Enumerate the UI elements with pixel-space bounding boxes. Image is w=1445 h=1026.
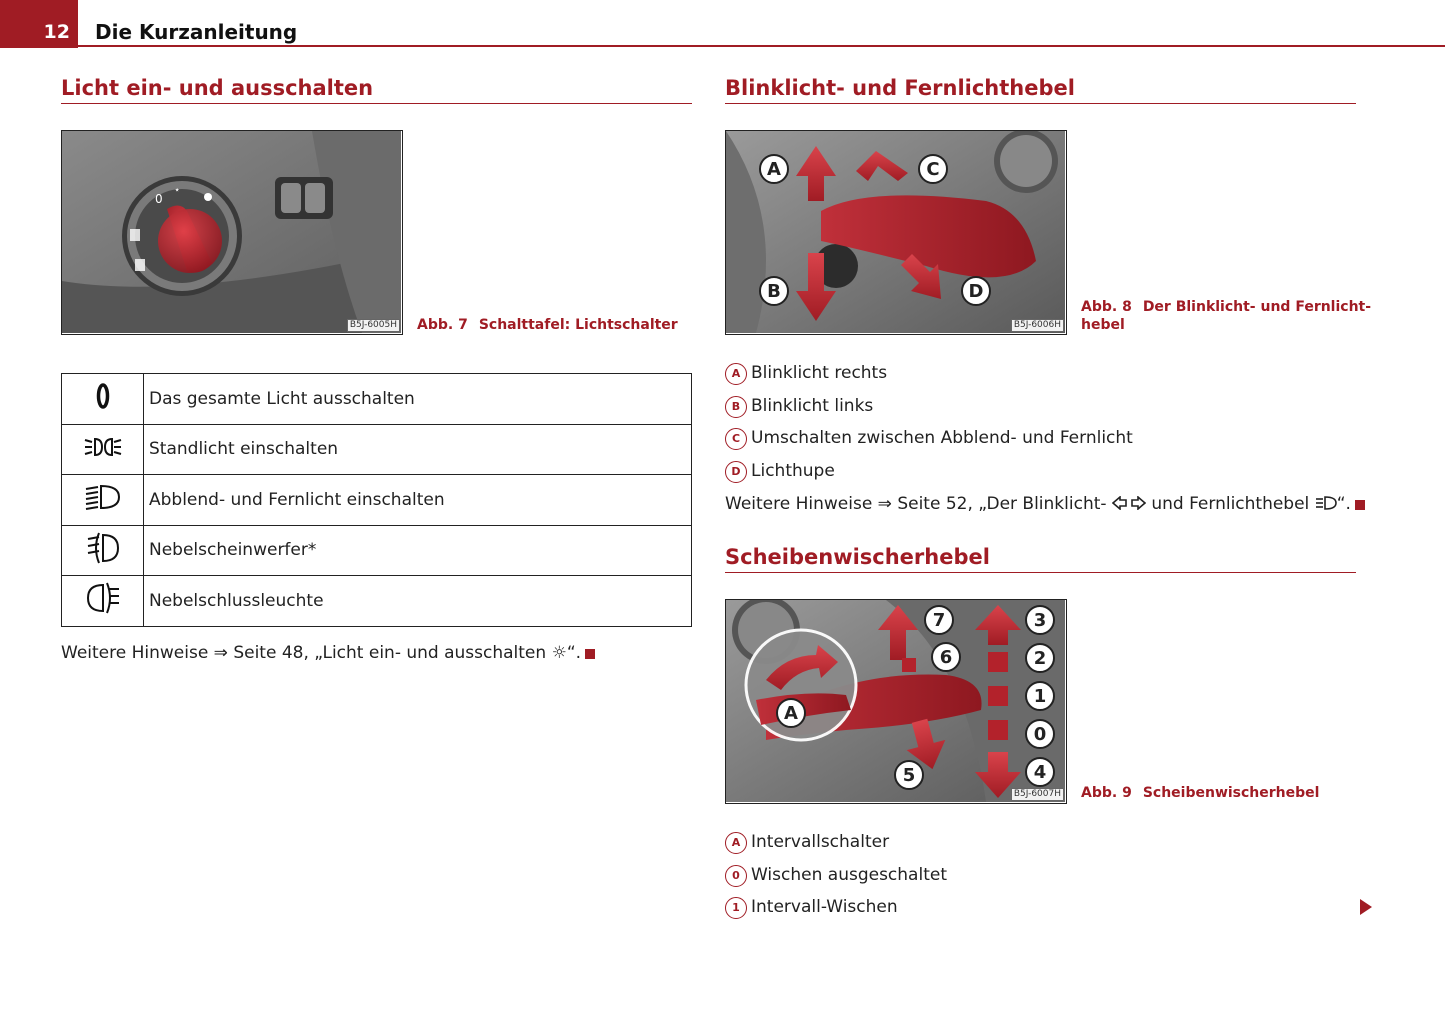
svg-text:⋆: ⋆ [174,185,181,196]
callout-label-a: A [784,703,798,724]
light-symbol-icon: ☼ [551,643,567,663]
callout-label-5: 5 [902,765,916,786]
legend-badge: 1 [725,897,747,919]
figure-code: B5J-6007H [1011,788,1064,801]
section-title-wiper-lever: Scheibenwischerhebel [725,545,990,569]
callout-label-6: 6 [939,647,953,668]
callout-label-3: 3 [1033,610,1047,631]
table-cell-text: Abblend- und Fernlicht einschalten [144,475,692,526]
legend-text: Wischen ausgeschaltet [751,865,947,885]
table-row [62,525,692,576]
table-cell-text: Standlicht einschalten [144,424,692,475]
legend-badge: A [725,832,747,854]
note-text-end: “. [566,643,582,663]
legend-badge: B [725,396,747,418]
figure-caption-text: Der Blinklicht- und Fernlicht- [1142,299,1372,315]
knob-label-zero: 0 [155,192,163,206]
callout-label-2: 2 [1033,648,1047,669]
light-switch-illustration [62,131,401,333]
light-switch-table [61,373,692,627]
callout-label-1: 1 [1033,686,1047,707]
legend-badge: A [725,363,747,385]
figure-wiper-lever [725,599,1067,804]
table-row [62,424,692,475]
rear-fog-light-icon [62,576,144,627]
figure-caption [1081,298,1371,334]
figure-indicator-lever [725,130,1067,335]
figure-caption-text-continued: hebel [1081,317,1125,333]
section-title-light-switch: Licht ein- und ausschalten [61,76,374,100]
header-divider [0,45,1445,47]
high-beam-icon [1315,494,1337,514]
figure-code: B5J-6005H [347,319,400,332]
callout-label-d: D [968,281,984,302]
note-indicator-lever [725,494,1365,514]
callout-label-7: 7 [932,610,946,631]
table-cell-text: Nebelschlussleuchte [144,576,692,627]
legend-item [725,865,947,887]
legend-text: Umschalten zwischen Abblend- und Fernlicht [751,428,1133,448]
figure-caption-text: Schalttafel: Lichtschalter [478,317,678,333]
legend-item [725,428,1133,450]
callout-label-c: C [926,159,940,180]
legend-text: Lichthupe [751,461,835,481]
note-light-switch [61,643,595,663]
legend-text: Intervall-Wischen [751,897,898,917]
legend-text: Blinklicht rechts [751,363,888,383]
figure-caption-number: Abb. 9 [1081,785,1132,801]
note-text: Weitere Hinweise ⇒ Seite 48, „Licht ein- und ausschalten [61,643,552,663]
legend-item [725,461,835,483]
next-page-arrow-icon[interactable] [1360,899,1372,915]
section-title-indicator-lever: Blinklicht- und Fernlichthebel [725,76,1075,100]
section-divider [61,103,692,104]
table-row [62,576,692,627]
parking-light-icon [62,424,144,475]
figure-caption-text: Scheibenwischerhebel [1142,785,1320,801]
callout-label-4: 4 [1033,762,1047,783]
figure-light-switch [61,130,403,335]
table-cell-text: Nebelscheinwerfer* [144,525,692,576]
page-header-title: Die Kurzanleitung [95,20,298,44]
section-divider [725,572,1356,573]
wiper-lever-illustration [726,600,1065,802]
note-text-middle: und Fernlichthebel [1145,494,1315,514]
callout-label-a: A [767,159,781,180]
figure-caption-number: Abb. 7 [417,317,468,333]
note-text-end: “. [1336,494,1351,514]
figure-caption-number: Abb. 8 [1081,299,1132,315]
turn-signal-icon [1112,494,1146,514]
low-high-beam-icon [62,475,144,526]
legend-text: Blinklicht links [751,396,874,416]
legend-text: Intervallschalter [751,832,890,852]
figure-caption [417,316,678,334]
page-number: 12 [0,0,78,48]
table-cell-text: Das gesamte Licht ausschalten [144,374,692,425]
indicator-lever-illustration [726,131,1065,333]
section-end-marker [1355,500,1365,510]
table-row [62,374,692,425]
legend-badge: D [725,461,747,483]
figure-code: B5J-6006H [1011,319,1064,332]
section-divider [725,103,1356,104]
figure-caption [1081,784,1319,802]
legend-item [725,363,887,385]
legend-badge: 0 [725,865,747,887]
table-row [62,475,692,526]
callout-label-b: B [767,281,781,302]
note-text: Weitere Hinweise ⇒ Seite 52, „Der Blinklicht- [725,494,1112,514]
legend-badge: C [725,428,747,450]
legend-item [725,396,873,418]
lights-off-icon [62,374,144,425]
legend-item [725,832,889,854]
callout-label-0: 0 [1033,724,1047,745]
section-end-marker [585,649,595,659]
legend-item [725,897,898,919]
front-fog-light-icon [62,525,144,576]
